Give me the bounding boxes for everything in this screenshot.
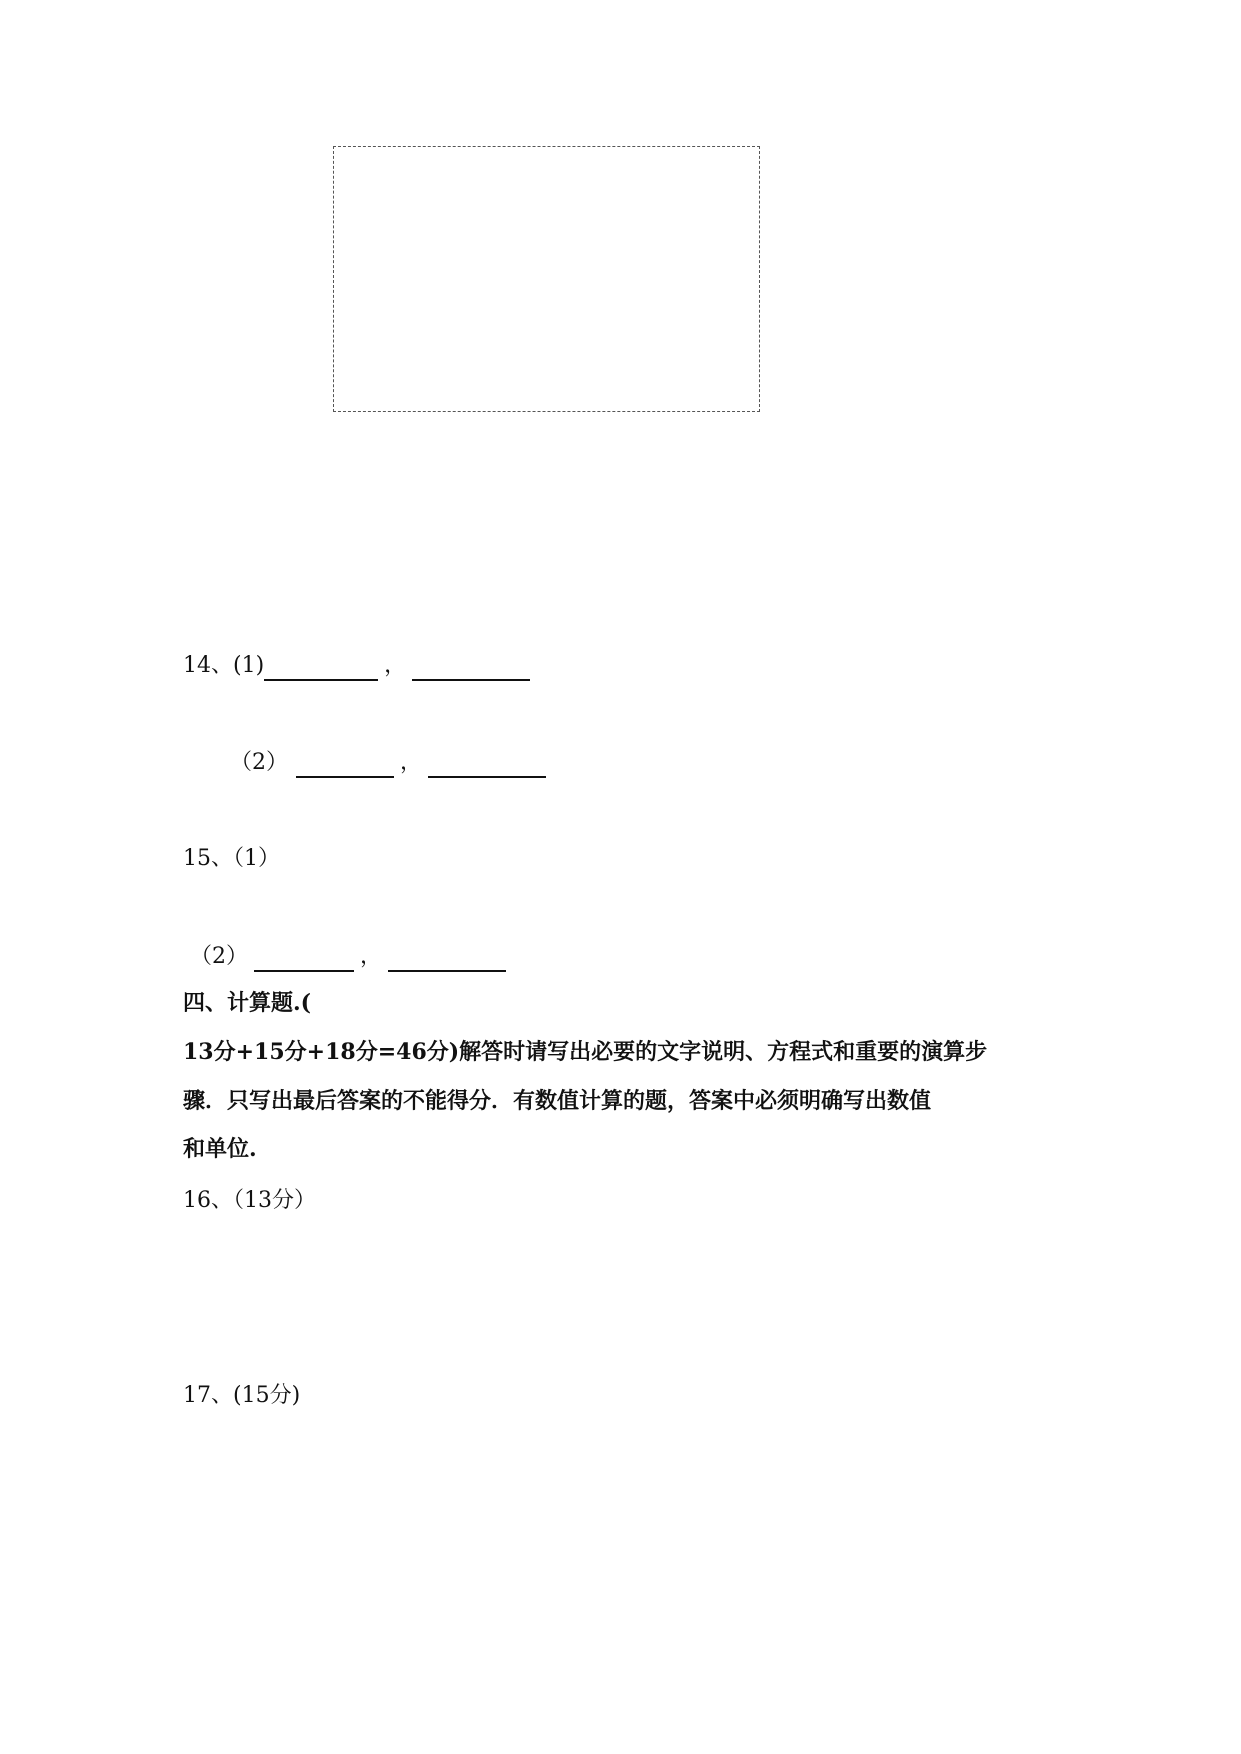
section4-instructions-line3: 和单位.: [183, 1136, 257, 1162]
q14-2-comma: ，: [400, 750, 423, 775]
q16-row: [183, 1186, 316, 1216]
q14-1-blank-a[interactable]: [264, 655, 378, 681]
q15-2-comma: ，: [360, 944, 383, 969]
q14-2-blank-b[interactable]: [428, 752, 546, 778]
answer-drawing-box: [333, 146, 760, 412]
q15-part2-row: [190, 942, 506, 972]
q14-1-comma: ，: [384, 653, 407, 678]
q15-label: 15、（1）: [183, 846, 280, 871]
q15-2-blank-b[interactable]: [388, 946, 506, 972]
q14-part1-row: [183, 651, 530, 681]
section4-instructions-line2: 骤．只写出最后答案的不能得分．有数值计算的题，答案中必须明确写出数值: [183, 1088, 932, 1114]
q14-sub2-label: （2）: [230, 750, 288, 775]
section4-heading: 四、计算题.(: [183, 990, 312, 1016]
q15-2-blank-a[interactable]: [254, 946, 354, 972]
q14-label: 14、(1): [183, 653, 265, 678]
q17-label: 17、(15分): [183, 1383, 301, 1408]
q15-sub2-label: （2）: [190, 944, 248, 969]
q15-part1-row: [183, 844, 280, 874]
q17-row: [183, 1381, 300, 1411]
q14-part2-row: [230, 748, 546, 778]
q16-label: 16、（13分）: [183, 1188, 316, 1213]
q14-1-blank-b[interactable]: [412, 655, 530, 681]
q14-2-blank-a[interactable]: [296, 752, 394, 778]
section4-instructions-line1: 13分+15分+18分=46分)解答时请写出必要的文字说明、方程式和重要的演算步: [183, 1039, 988, 1065]
